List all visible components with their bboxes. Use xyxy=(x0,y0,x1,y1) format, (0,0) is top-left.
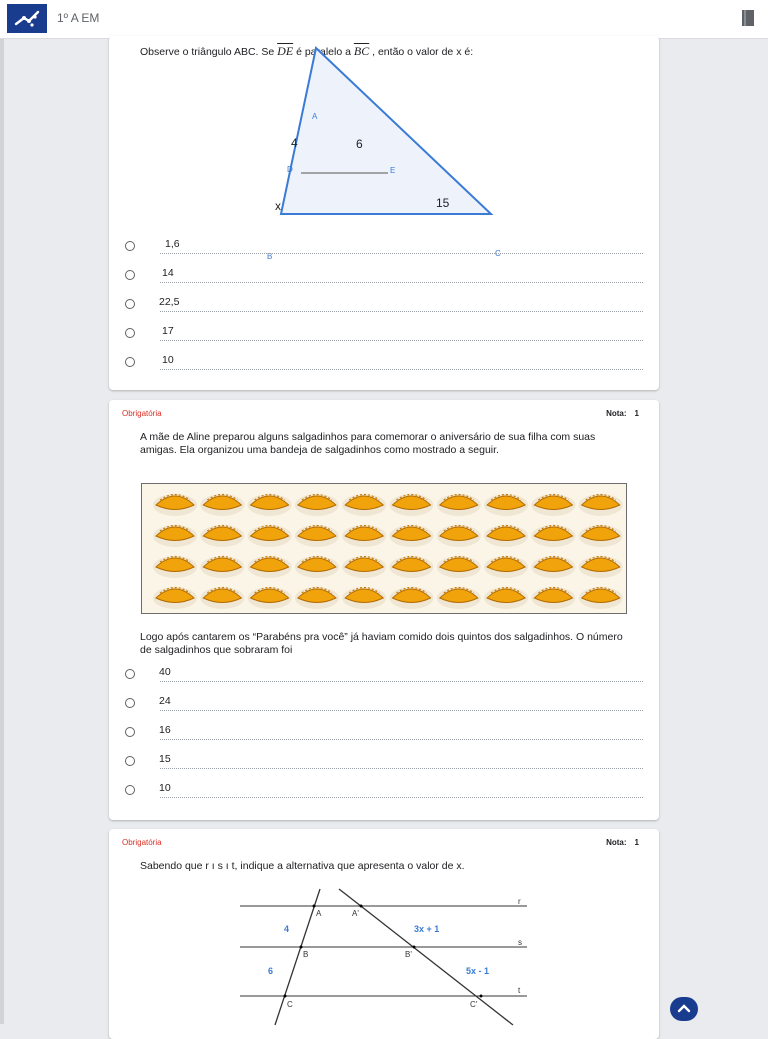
chevron-up-icon xyxy=(670,997,698,1021)
grade-label xyxy=(598,409,639,418)
grade-caption: Nota: xyxy=(606,409,627,418)
answer-option[interactable] xyxy=(125,295,643,315)
top-app-bar xyxy=(0,0,768,39)
segment-label: 5x - 1 xyxy=(466,966,490,976)
divider xyxy=(160,282,643,283)
option-label: 15 xyxy=(159,753,171,765)
radio-button[interactable] xyxy=(125,669,135,679)
question-text: A mãe de Aline preparou alguns salgadinhos para comemorar o aniversário de sua filha com suas amigas. Ela organizou uma bandeja de salgadinhos como mostrado a seguir. xyxy=(140,431,596,456)
divider xyxy=(160,681,643,682)
question-text: Sabendo que r ı s ı t, indique a alternativa que apresenta o valor de x. xyxy=(140,860,465,872)
option-label: 16 xyxy=(159,724,171,736)
left-gutter xyxy=(0,39,4,1024)
radio-button[interactable] xyxy=(125,785,135,795)
option-label: 40 xyxy=(159,666,171,678)
answer-option[interactable] xyxy=(125,752,643,772)
option-label: 10 xyxy=(159,782,171,794)
point-label: A xyxy=(316,909,322,918)
grade-value: 1 xyxy=(634,409,639,418)
answer-option[interactable] xyxy=(125,694,643,714)
divider xyxy=(160,739,643,740)
divider xyxy=(160,311,643,312)
option-label: 1,6 xyxy=(165,238,180,250)
grade-value: 1 xyxy=(634,838,639,847)
line-label: r xyxy=(518,897,521,906)
point-label: B' xyxy=(405,950,412,959)
divider xyxy=(160,369,643,370)
option-label: 14 xyxy=(162,267,174,279)
point-label: C' xyxy=(470,1000,478,1009)
line-label: s xyxy=(518,938,522,947)
triangle-figure xyxy=(259,72,509,261)
segment-bc: $\overline{BC}$ xyxy=(353,44,370,58)
divider xyxy=(160,768,643,769)
question-card-2 xyxy=(109,400,659,820)
class-logo-icon[interactable] xyxy=(7,4,47,33)
option-label: 22,5 xyxy=(159,296,180,308)
scroll-to-top-button[interactable] xyxy=(670,997,698,1021)
pastry-grid xyxy=(142,484,625,612)
point-label: B xyxy=(303,950,309,959)
radio-button[interactable] xyxy=(125,698,135,708)
side-label: x xyxy=(275,199,281,213)
divider xyxy=(160,797,643,798)
side-label: 15 xyxy=(436,196,450,210)
book-icon[interactable] xyxy=(741,9,755,27)
divider xyxy=(160,253,643,254)
divider xyxy=(160,340,643,341)
class-title: 1º A EM xyxy=(57,11,100,25)
question-text-part: é paralelo a xyxy=(293,46,354,58)
option-label: 17 xyxy=(162,325,174,337)
vertex-label: C xyxy=(495,249,501,258)
point-label: C xyxy=(287,1000,293,1009)
required-label: Obrigatória xyxy=(122,409,162,418)
vertex-label: E xyxy=(390,166,396,175)
question-card-1 xyxy=(109,36,659,390)
required-label: Obrigatória xyxy=(122,838,162,847)
right-gutter xyxy=(660,39,768,1024)
vertex-label: D xyxy=(287,165,293,174)
segment-label: 6 xyxy=(268,966,274,976)
question-text-part: , então o valor de x é: xyxy=(369,46,474,58)
segment-label: 3x + 1 xyxy=(414,924,440,934)
vertex-label: A xyxy=(312,112,318,121)
vertex-label: B xyxy=(267,252,273,261)
answer-option[interactable] xyxy=(125,353,643,373)
answer-option[interactable] xyxy=(125,781,643,801)
segment-de: $\overline{DE}$ xyxy=(277,44,294,58)
radio-button[interactable] xyxy=(125,756,135,766)
radio-button[interactable] xyxy=(125,241,135,251)
pastry-tray-image xyxy=(141,483,627,614)
radio-button[interactable] xyxy=(125,299,135,309)
question-text xyxy=(140,45,625,59)
answer-option[interactable] xyxy=(125,665,643,685)
answer-option[interactable] xyxy=(125,237,643,257)
answer-option[interactable] xyxy=(125,324,643,344)
divider xyxy=(160,710,643,711)
point-label: A' xyxy=(352,909,359,918)
parallel-lines-figure xyxy=(237,885,537,1025)
radio-button[interactable] xyxy=(125,328,135,338)
radio-button[interactable] xyxy=(125,270,135,280)
side-label: 6 xyxy=(356,137,363,151)
answer-option[interactable] xyxy=(125,723,643,743)
question-text-2: Logo após cantarem os “Parabéns pra você” já haviam comido dois quintos dos salgadinhos. O número de salgadinhos que sobraram foi xyxy=(140,631,623,656)
grade-caption: Nota: xyxy=(606,838,627,847)
radio-button[interactable] xyxy=(125,357,135,367)
option-label: 24 xyxy=(159,695,171,707)
answer-option[interactable] xyxy=(125,266,643,286)
segment-label: 4 xyxy=(284,924,290,934)
option-label: 10 xyxy=(162,354,174,366)
side-label: 4 xyxy=(291,136,298,150)
line-label: t xyxy=(518,986,521,995)
question-text-part: Observe o triângulo ABC. Se xyxy=(140,46,278,58)
radio-button[interactable] xyxy=(125,727,135,737)
question-card-3 xyxy=(109,829,659,1039)
grade-label xyxy=(598,838,639,847)
